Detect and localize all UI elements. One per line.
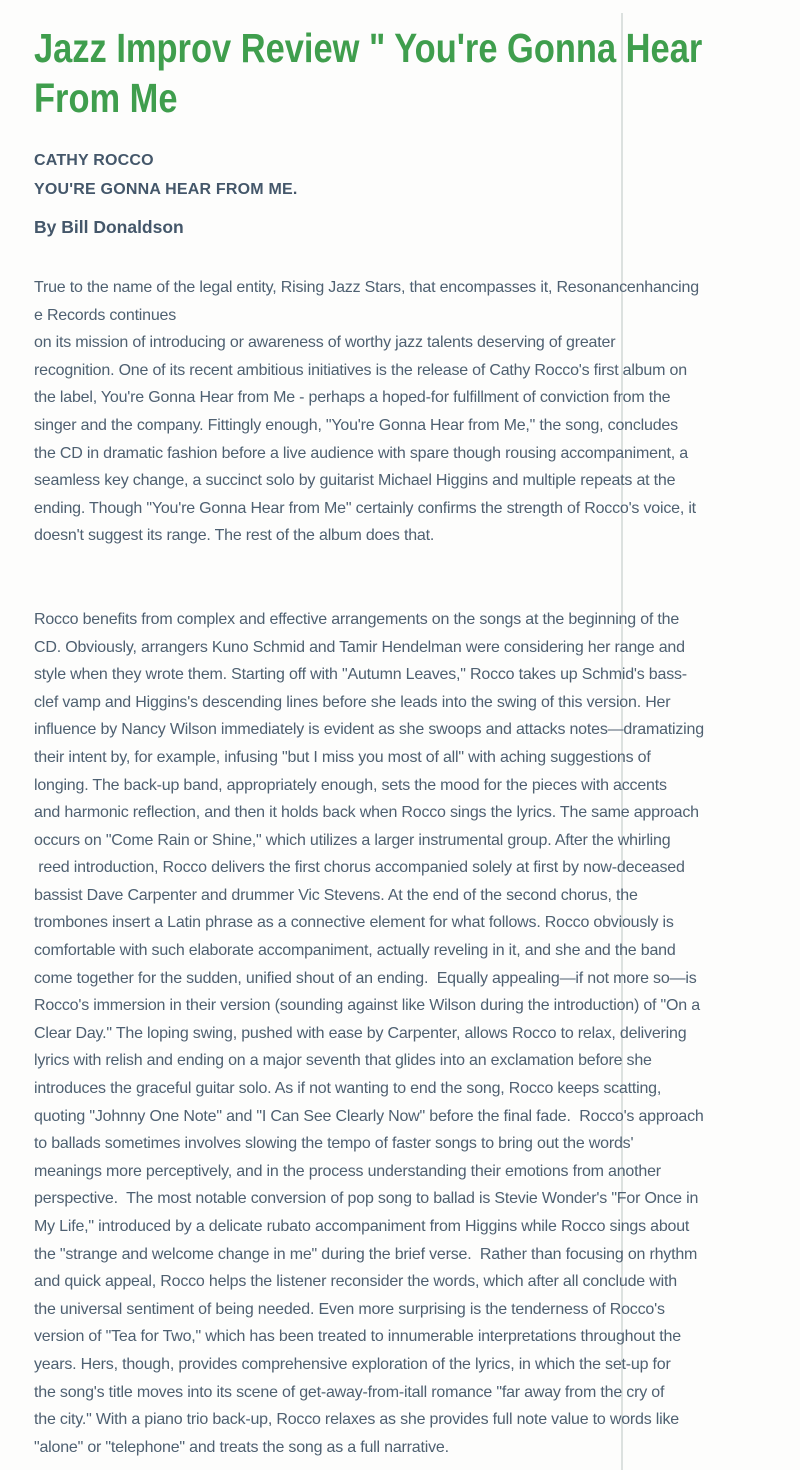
text-line: introduces the graceful guitar solo. As if not wanting to end the song, Rocco keeps scatting, [34, 1080, 662, 1098]
artist-name: CATHY ROCCO [34, 152, 154, 169]
page-title [34, 23, 703, 123]
text-line: the label, You're Gonna Hear from Me - perhaps a hoped-for fulfillment of conviction from the [34, 389, 671, 407]
text-line: reed introduction, Rocco delivers the first chorus accompanied solely at first by now-deceased [34, 859, 685, 877]
text-line: and harmonic reflection, and then it holds back when Rocco sings the lyrics. The same approach [34, 804, 699, 822]
article [0, 23, 800, 1461]
text-line: the song's title moves into its scene of get-away-from-itall romance "far away from the cry of [34, 1383, 665, 1401]
text-line: influence by Nancy Wilson immediately is evident as she swoops and attacks notes—dramatizing [34, 721, 704, 739]
text-line: singer and the company. Fittingly enough, "You're Gonna Hear from Me," the song, concludes [34, 416, 678, 434]
text-line: "alone" or "telephone" and treats the song as a full narrative. [34, 1438, 449, 1456]
text-line: on its mission of introducing or awareness of worthy jazz talents deserving of greater [34, 334, 616, 352]
text-line: lyrics with relish and ending on a major seventh that glides into an exclamation before she [34, 1052, 652, 1070]
text-line: clef vamp and Higgins's descending lines before she leads into the swing of this version. Her [34, 693, 671, 711]
text-line: the universal sentiment of being needed. Even more surprising is the tenderness of Rocco's [34, 1300, 665, 1318]
text-line: meanings more perceptively, and in the process understanding their emotions from another [34, 1162, 661, 1180]
text-line: Clear Day." The loping swing, pushed with ease by Carpenter, allows Rocco to relax, delivering [34, 1024, 687, 1042]
page-title-line-1: Jazz Improv Review " You're Gonna Hear [34, 25, 703, 71]
text-line: CD. Obviously, arrangers Kuno Schmid and Tamir Hendelman were considering her range and [34, 638, 685, 656]
text-line: seamless key change, a succinct solo by guitarist Michael Higgins and multiple repeats at the [34, 472, 676, 490]
album-header [34, 146, 800, 204]
text-line: doesn't suggest its range. The rest of the album does that. [34, 527, 435, 545]
text-line: to ballads sometimes involves slowing the tempo of faster songs to bring out the words' [34, 1135, 634, 1153]
text-line: perspective. The most notable conversion of pop song to ballad is Stevie Wonder's "For Once in [34, 1190, 699, 1208]
text-line: True to the name of the legal entity, Rising Jazz Stars, that encompasses it, Resonancenhancing [34, 279, 699, 296]
album-title: YOU'RE GONNA HEAR FROM ME. [34, 181, 298, 198]
byline: By Bill Donaldson [34, 217, 184, 237]
text-line: come together for the sudden, unified shout of an ending. Equally appealing—if not more so—is [34, 969, 697, 987]
text-line: Rocco's immersion in their version (sounding against like Wilson during the introduction) of "On a [34, 997, 700, 1015]
text-line: and quick appeal, Rocco helps the listener reconsider the words, which after all conclude with [34, 1273, 677, 1291]
page-title-line-2: From Me [34, 75, 178, 121]
text-line: the city." With a piano trio back-up, Rocco relaxes as she provides full note value to words like [34, 1411, 679, 1429]
text-line: their intent by, for example, infusing "but I miss you most of all" with aching suggestions of [34, 748, 651, 766]
text-line: occurs on "Come Rain or Shine," which utilizes a larger instrumental group. After the whirling [34, 831, 671, 849]
text-line: trombones insert a Latin phrase as a connective element for what follows. Rocco obviously is [34, 914, 674, 932]
text-line: the "strange and welcome change in me" during the brief verse. Rather than focusing on rhythm [34, 1245, 698, 1263]
text-line: longing. The back-up band, appropriately enough, sets the mood for the pieces with accents [34, 776, 667, 794]
paragraph-1 [34, 274, 800, 550]
paragraph-2 [34, 606, 800, 1461]
text-line: e Records continues [34, 306, 177, 324]
text-line: quoting "Johnny One Note" and "I Can See Clearly Now" before the final fade. Rocco's approach [34, 1107, 704, 1125]
text-line: style when they wrote them. Starting off with "Autumn Leaves," Rocco takes up Schmid's bass- [34, 666, 687, 684]
text-line: My Life," introduced by a delicate rubato accompaniment from Higgins while Rocco sings about [34, 1218, 690, 1235]
text-line: Rocco benefits from complex and effective arrangements on the songs at the beginning of the [34, 610, 680, 628]
text-line: years. Hers, though, provides comprehensive exploration of the lyrics, in which the set-up for [34, 1355, 671, 1373]
text-line: recognition. One of its recent ambitious initiatives is the release of Cathy Rocco's first album on [34, 361, 687, 379]
text-line: comfortable with such elaborate accompaniment, actually reveling in it, and she and the band [34, 942, 676, 960]
text-line: ending. Though "You're Gonna Hear from Me" certainly confirms the strength of Rocco's voice, it [34, 499, 696, 517]
text-line: version of "Tea for Two," which has been treated to innumerable interpretations throughout the [34, 1328, 681, 1346]
text-line: the CD in dramatic fashion before a live audience with spare though rousing accompaniment, a [34, 444, 688, 462]
text-line: bassist Dave Carpenter and drummer Vic Stevens. At the end of the second chorus, the [34, 886, 638, 904]
